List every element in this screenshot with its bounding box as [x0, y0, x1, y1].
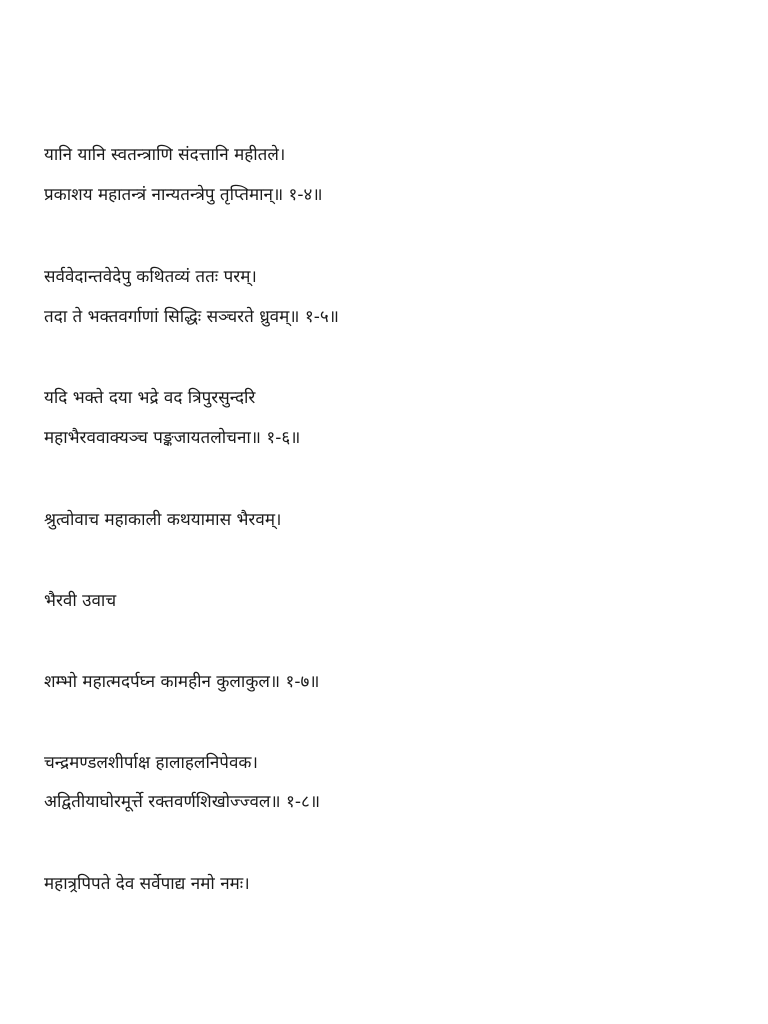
- verse-line-11: महात्र्रपिपते देव सर्वेपाद्य नमो नमः।: [44, 874, 250, 894]
- verse-line-8: शम्भो महात्मदर्पघ्न कामहीन कुलाकुल॥ १-७॥: [44, 672, 320, 692]
- verse-line-2: प्रकाशय महातन्त्रं नान्यतन्त्रेपु तृप्तिमान्॥ १-४॥: [44, 185, 323, 205]
- verse-line-7: श्रुत्वोवाच महाकाली कथयामास भैरवम्।: [44, 510, 282, 530]
- verse-line-5: यदि भक्ते दया भद्रे वद त्रिपुरसुन्दरि: [44, 388, 256, 408]
- verse-line-3: सर्ववेदान्तवेदेपु कथितव्यं ततः परम्।: [44, 267, 257, 287]
- section-heading: भैरवी उवाच: [44, 591, 117, 611]
- verse-line-1: यानि यानि स्वतन्त्राणि संदत्तानि महीतले।: [44, 145, 286, 165]
- verse-line-9: चन्द्रमण्डलशीर्पाक्ष हालाहलनिपेवक।: [44, 753, 258, 773]
- verse-line-10: अद्वितीयाघोरमूर्त्ते रक्तवर्णशिखोज्ज्वल॥ १-८॥: [44, 792, 321, 812]
- verse-line-6: महाभैरववाक्यञ्च पङ्कजायतलोचना॥ १-६॥: [44, 428, 301, 448]
- verse-line-4: तदा ते भक्तवर्गाणां सिद्धिः सञ्चरते ध्रुवम्॥ १-५॥: [44, 307, 339, 327]
